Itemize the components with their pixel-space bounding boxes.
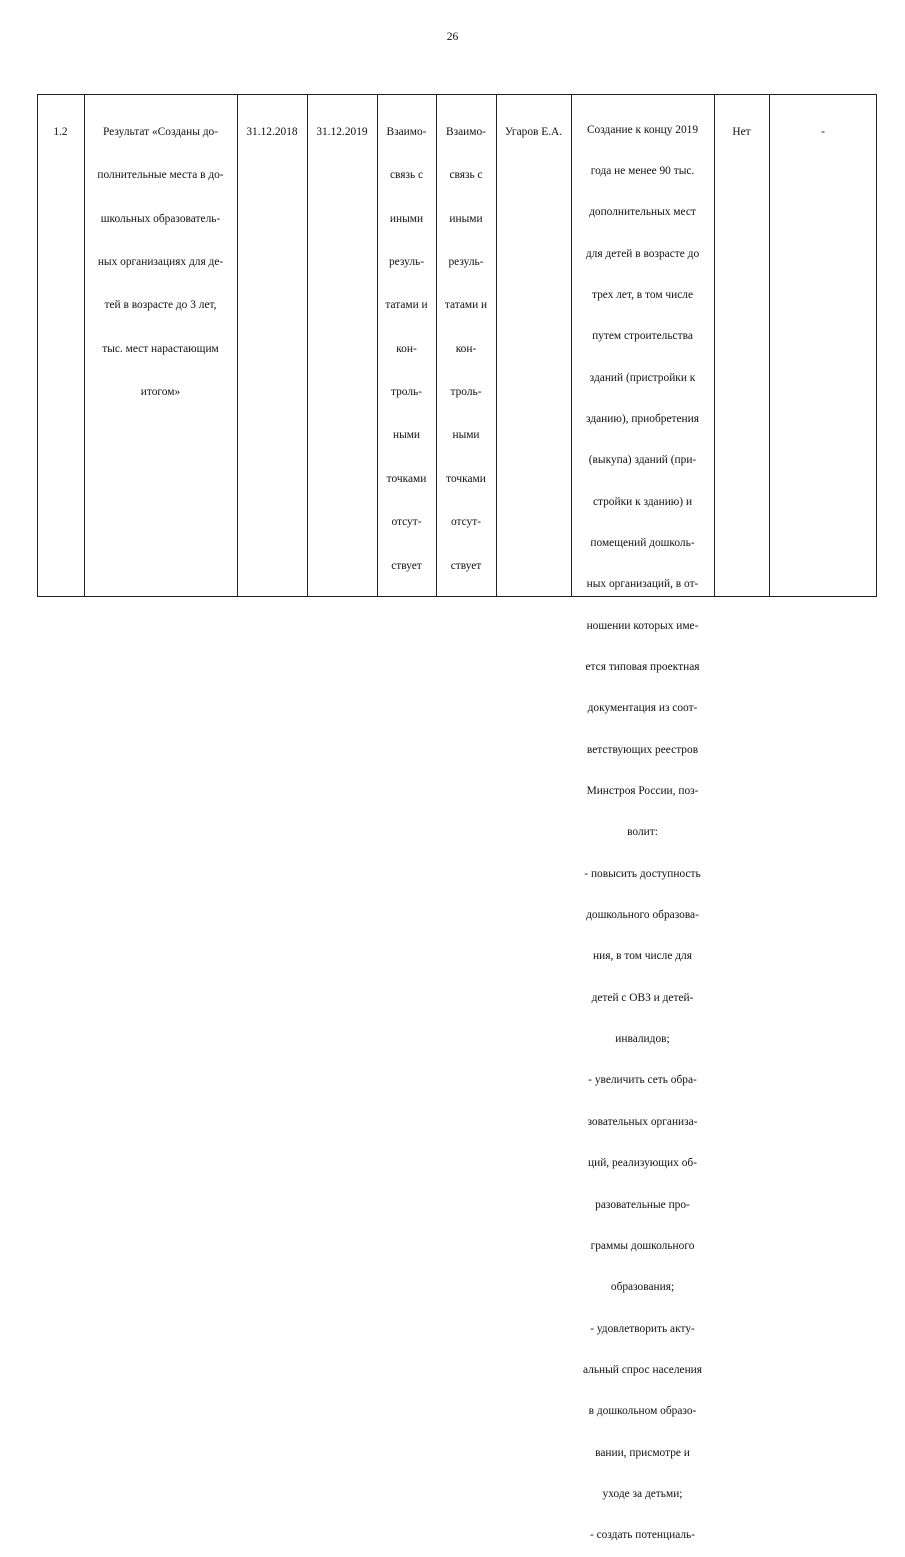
description-line: граммы дошкольного xyxy=(590,1239,695,1252)
relation-line: отсут- xyxy=(450,516,482,529)
result-line: школьных образователь- xyxy=(100,212,221,225)
start-date-cell xyxy=(237,96,307,154)
description-line: Создание к концу 2019 xyxy=(586,123,699,136)
description-line: ных организаций, в от- xyxy=(586,578,699,591)
description-line: разовательные про- xyxy=(595,1198,690,1211)
relation-line: татами и xyxy=(444,299,488,312)
result-line: ных организациях для де- xyxy=(97,255,224,268)
description-line: зовательных организа- xyxy=(587,1115,698,1128)
description-line: ношении которых име- xyxy=(586,619,699,632)
relation-line: татами и xyxy=(385,299,428,312)
description-line: путем строительства xyxy=(592,330,693,343)
result-cell xyxy=(84,96,237,414)
relation-cell-1 xyxy=(377,96,436,587)
description-line: зданию), приобретения xyxy=(586,412,699,425)
result-line: тей в возрасте до 3 лет, xyxy=(104,299,217,312)
relation-line: иными xyxy=(449,212,483,225)
description-line: (выкупа) зданий (при- xyxy=(588,454,697,467)
relation-line: связь с xyxy=(389,169,424,182)
start-date: 31.12.2018 xyxy=(246,125,298,138)
column-divider xyxy=(714,94,715,597)
relation-line: ствует xyxy=(391,559,422,572)
description-line: ния, в том числе для xyxy=(593,950,692,963)
relation-line: резуль- xyxy=(388,255,425,268)
relation-line: ными xyxy=(392,429,421,442)
description-line: детей с ОВЗ и детей- xyxy=(591,991,694,1004)
note-cell xyxy=(769,96,877,154)
critical-cell xyxy=(714,96,769,154)
row-number: 1.2 xyxy=(53,125,68,138)
responsible-person: Угаров Е.А. xyxy=(504,125,563,138)
page-number: 26 xyxy=(446,31,459,43)
relation-line: троль- xyxy=(390,386,423,399)
relation-line: троль- xyxy=(450,386,482,399)
relation-line: точками xyxy=(446,472,486,485)
result-line: тыс. мест нарастающим xyxy=(102,342,219,355)
relation-line: кон- xyxy=(455,342,477,355)
description-line: зданий (пристройки к xyxy=(589,371,696,384)
relation-line: резуль- xyxy=(448,255,484,268)
relation-line: кон- xyxy=(396,342,417,355)
description-line: волит: xyxy=(627,826,658,839)
description-line: дополнительных мест xyxy=(589,206,696,219)
column-divider xyxy=(769,94,770,597)
description-line: трех лет, в том числе xyxy=(591,288,694,301)
relation-line: ствует xyxy=(450,559,482,572)
responsible-cell xyxy=(496,96,571,154)
relation-line: отсут- xyxy=(391,516,422,529)
relation-line: точками xyxy=(386,472,427,485)
relation-cell-2 xyxy=(436,96,496,587)
note-value: - xyxy=(821,125,825,138)
relation-line: Взаимо- xyxy=(446,125,486,138)
description-line: образования; xyxy=(610,1281,675,1294)
description-line: - удовлетворить акту- xyxy=(590,1322,695,1335)
description-line: вании, присмотре и xyxy=(595,1446,690,1459)
relation-line: ными xyxy=(452,429,480,442)
description-line: дошкольного образова- xyxy=(586,909,699,922)
description-line: - увеличить сеть обра- xyxy=(588,1074,697,1087)
description-line: ветствующих реестров xyxy=(586,743,699,756)
description-cell xyxy=(571,96,714,1557)
relation-line: иными xyxy=(389,212,424,225)
description-line: для детей в возрасте до xyxy=(585,247,700,260)
column-divider xyxy=(307,94,308,597)
column-divider xyxy=(496,94,497,597)
description-line: ций, реализующих об- xyxy=(588,1157,697,1170)
description-line: - создать потенциаль- xyxy=(589,1529,696,1542)
result-line: полнительные места в до- xyxy=(97,169,224,182)
result-line: Результат «Созданы до- xyxy=(103,125,218,138)
description-line: - повысить доступность xyxy=(584,867,701,880)
relation-line: связь с xyxy=(449,169,483,182)
end-date-cell xyxy=(307,96,377,154)
description-line: ется типовая проектная xyxy=(585,661,700,674)
description-line: помещений дошколь- xyxy=(590,537,695,549)
relation-line: Взаимо- xyxy=(386,125,427,138)
critical-value: Нет xyxy=(732,125,751,138)
column-divider xyxy=(237,94,238,597)
description-line: инвалидов; xyxy=(615,1033,670,1046)
row-number-cell xyxy=(37,96,84,154)
description-line: года не менее 90 тыс. xyxy=(590,164,695,177)
description-line: альный спрос населения xyxy=(582,1363,703,1376)
result-line: итогом» xyxy=(140,386,181,399)
end-date: 31.12.2019 xyxy=(316,125,368,138)
description-line: документация из соот- xyxy=(587,702,698,715)
description-line: стройки к зданию) и xyxy=(592,495,693,508)
description-line: Минстроя России, поз- xyxy=(586,785,699,798)
description-line: уходе за детьми; xyxy=(602,1487,683,1500)
description-line: в дошкольном образо- xyxy=(588,1405,697,1418)
